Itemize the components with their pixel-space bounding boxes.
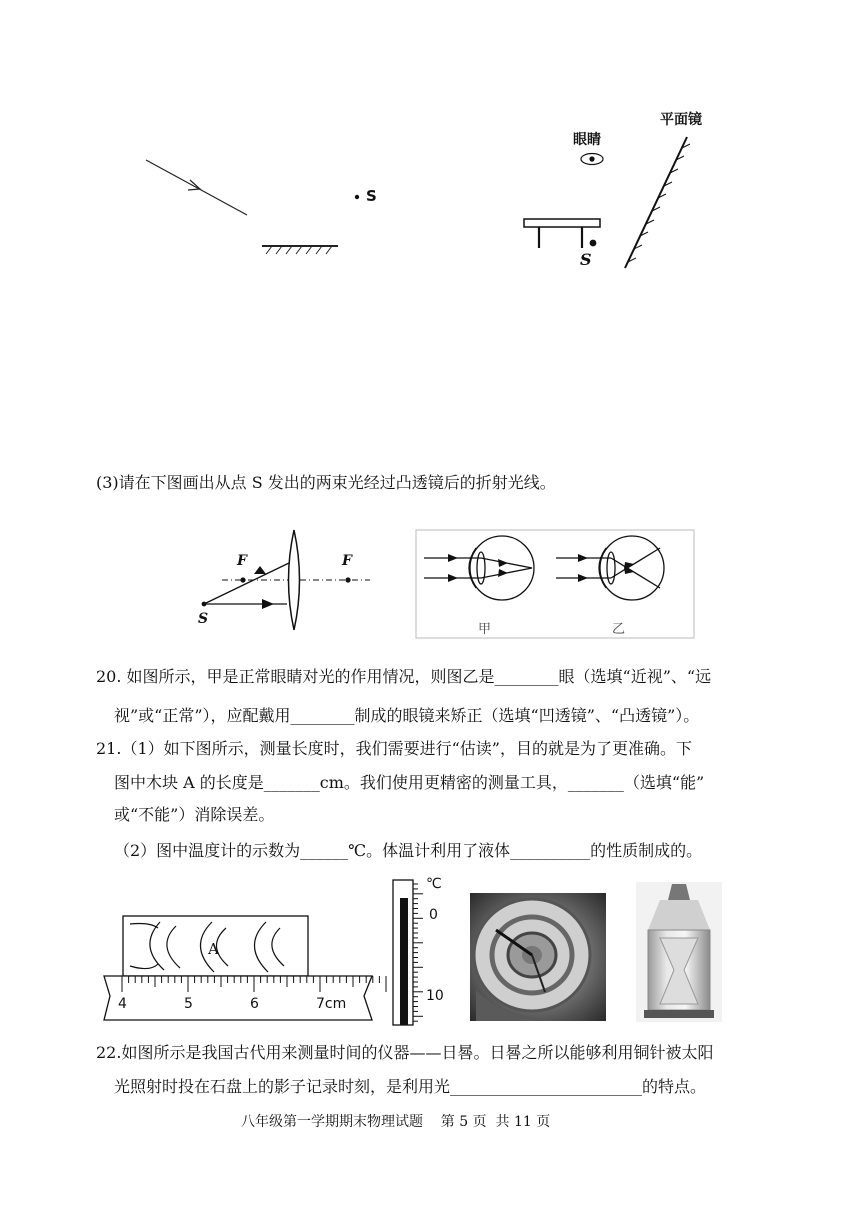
mirror-label: 平面镜 bbox=[660, 112, 702, 128]
ruler-tick-label-5: 5 bbox=[184, 996, 193, 1012]
thermometer-label-0: 0 bbox=[429, 907, 438, 923]
thermometer-unit: ℃ bbox=[426, 876, 442, 892]
ruler-tick-label-7cm: 7cm bbox=[316, 996, 347, 1012]
question-22-line-2: 光照射时投在石盘上的影子记录时刻，是利用光________________________的特点。 bbox=[114, 1077, 707, 1096]
question-19-3: (3)请在下图画出从点 S 发出的两束光经过凸透镜后的折射光线。 bbox=[96, 473, 556, 492]
question-22-line-1: 22.如图所示是我国古代用来测量时间的仪器——日晷。日晷之所以能够利用铜针被太阳 bbox=[96, 1043, 714, 1062]
source-label: S bbox=[198, 611, 209, 627]
reflection-point-label: S bbox=[366, 187, 377, 205]
periscope-point-label: S bbox=[580, 250, 592, 269]
ruler-tick-label-6: 6 bbox=[250, 996, 259, 1012]
question-21-line-4: （2）图中温度计的示数为______℃。体温计利用了液体__________的性质制成的。 bbox=[114, 841, 703, 860]
focus-left-label: F bbox=[237, 553, 247, 569]
question-20-line-2: 视”或“正常”），应配戴用________制成的眼镜来矫正（选填“凹透镜”、“凸透镜”）。 bbox=[114, 706, 700, 725]
page-footer: 八年级第一学期期末物理试题 第 5 页 共 11 页 bbox=[241, 1114, 551, 1130]
question-21-line-3: 或“不能”）消除误差。 bbox=[114, 805, 275, 824]
question-20-line-1: 20. 如图所示，甲是正常眼睛对光的作用情况，则图乙是________眼（选填“近视”、“远 bbox=[96, 667, 712, 686]
wood-block-label: A bbox=[208, 940, 219, 958]
eye-caption-jia: 甲 bbox=[478, 622, 492, 637]
ruler-tick-label-4: 4 bbox=[118, 996, 127, 1012]
eye-caption-yi: 乙 bbox=[612, 622, 626, 637]
eye-label: 眼睛 bbox=[573, 132, 601, 148]
thermometer-label-10: 10 bbox=[426, 988, 444, 1004]
question-21-line-1: 21.（1）如下图所示，测量长度时，我们需要进行“估读”，目的就是为了更准确。下 bbox=[96, 739, 692, 758]
question-21-line-2: 图中木块 A 的长度是_______cm。我们使用更精密的测量工具，_______（选填“能” bbox=[114, 773, 705, 792]
focus-right-label: F bbox=[342, 553, 352, 569]
